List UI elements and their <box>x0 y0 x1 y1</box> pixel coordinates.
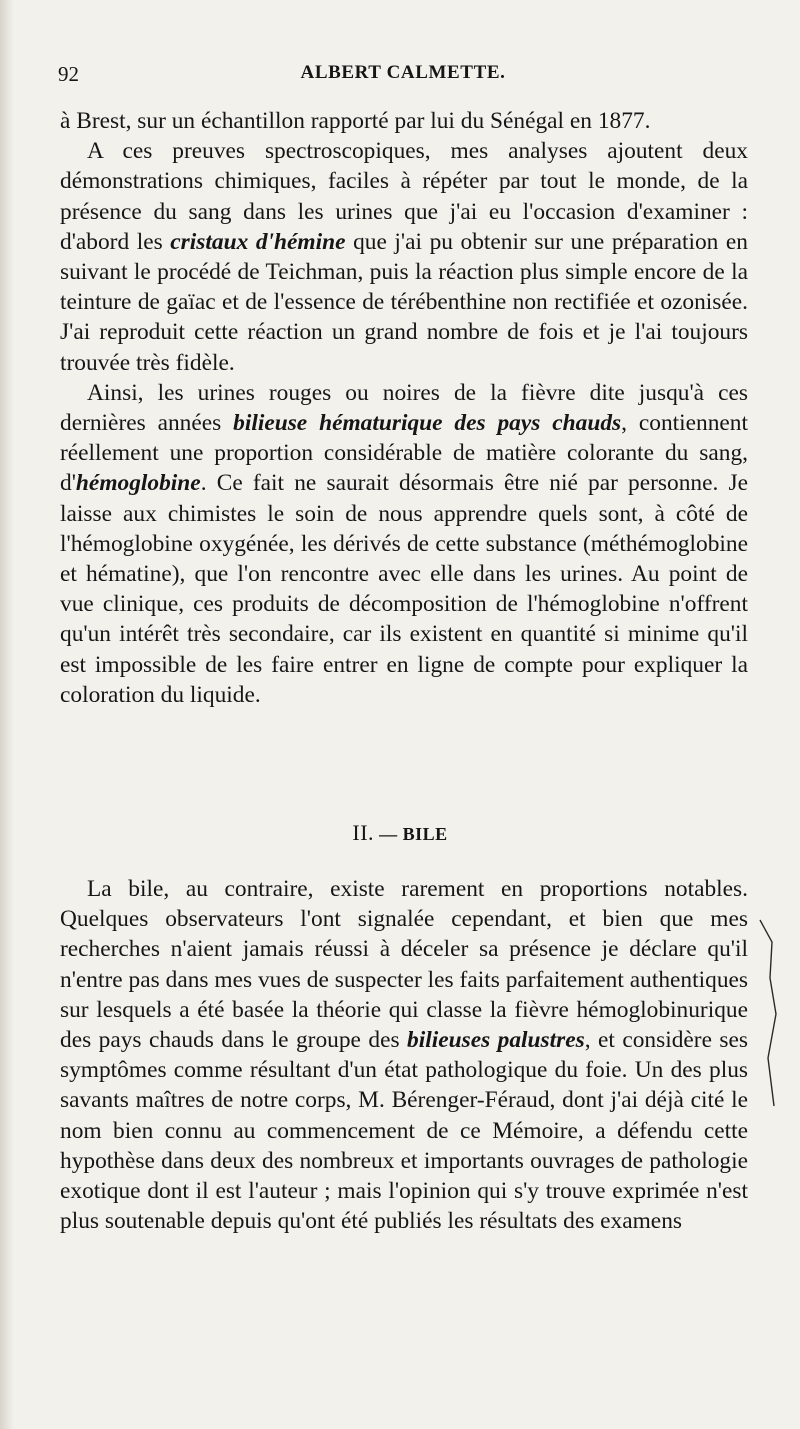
paragraph <box>60 874 748 1236</box>
emphasis-run: cristaux d'hémine <box>170 228 346 255</box>
text-run: que j'ai pu obtenir sur une préparation en suivant le procédé de Teichman, puis la réaction plus simple encore de la teinture de gaïac et de l'essence de térébenthine non rectifiée et ozonisée. J'ai reproduit cette réaction un grand nombre de fois et je l'ai toujours trouvée très fidèle. <box>60 228 748 376</box>
paragraph <box>60 106 748 136</box>
gutter-shadow <box>0 0 14 1429</box>
text-run: à Brest, sur un échantillon rapporté par lui du Sénégal en 1877. <box>60 108 651 134</box>
text-run: La bile, au contraire, existe rarement en proportions notables. Quelques observateurs l'ont signalée cependant, et bien que mes recherches n'aient jamais réussi à déceler sa présence je déclare qu'il n'entre pas dans mes vues de suspecter les faits parfaitement authentiques sur lesquels a été basée la théorie qui classe la fièvre hémoglobinurique des pays chauds dans le groupe des <box>60 876 748 1054</box>
running-head <box>58 62 748 92</box>
emphasis-run: hémoglobine <box>75 470 201 497</box>
text-run: Ainsi, les urines rouges ou noires de la fièvre dite jusqu'à ces dernières années <box>60 379 748 437</box>
section-title: BILE <box>402 824 448 844</box>
text-run: A ces preuves spectroscopiques, mes analyses ajoutent deux démonstrations chimiques, faciles à répéter par tout le monde, de la présence du sang dans les urines que j'ai eu l'occasion d'examiner : d'abord les <box>60 138 748 255</box>
section-numeral: II. <box>352 820 375 845</box>
text-run: , et considère ses symptômes comme résultant d'un état pathologique du foie. Un des plus savants maîtres de notre corps, M. Bérenger-Féraud, dont j'ai déjà cité le nom bien connu au commencement de ce Mémoire, a défendu cette hypothèse dans deux des nombreux et importants ouvrages de pathologie exotique dont il est l'auteur ; mais l'opinion qui s'y trouve exprimée n'est plus soutenable depuis qu'ont été publiés les résultats des examens <box>60 1027 748 1235</box>
margin-bracket-mark <box>758 918 788 1108</box>
text-run: . Ce fait ne saurait désormais être nié par personne. Je laisse aux chimistes le soin de nous apprendre quels sont, à côté de l'hémoglobine oxygénée, les dérivés de cette substance (méthémoglobine et hématine), que l'on rencontre avec elle dans les urines. Au point de vue clinique, ces produits de décomposition de l'hémoglobine n'offrent qu'un intérêt très secondaire, car ils existent en quantité si minime qu'il est impossible de les faire entrer en ligne de compte pour expliquer la coloration du liquide. <box>60 470 748 708</box>
emphasis-run: bilieuse hématurique des pays chauds <box>233 410 622 437</box>
text-block-after-heading <box>60 874 748 1236</box>
section-heading <box>0 820 800 846</box>
text-run: , contiennent réellement une proportion considérable de matière colorante du sang, d' <box>60 410 748 497</box>
section-dash: — <box>379 824 398 844</box>
paragraph <box>60 378 748 710</box>
paragraph <box>60 136 748 378</box>
text-block-before-heading <box>60 106 748 710</box>
page-number: 92 <box>58 62 79 86</box>
running-title: ALBERT CALMETTE. <box>300 62 506 83</box>
emphasis-run: bilieuses palustres <box>407 1027 585 1054</box>
